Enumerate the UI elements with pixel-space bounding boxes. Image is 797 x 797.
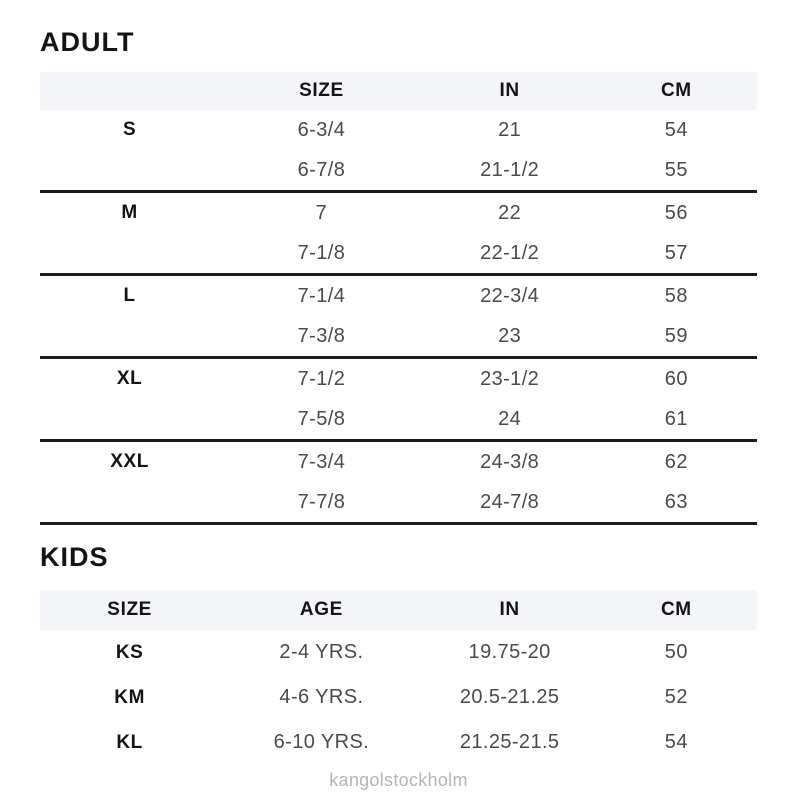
adult-size-table xyxy=(40,72,757,525)
cell-size: 7-1/4 xyxy=(297,284,346,307)
size-chart-page xyxy=(0,26,797,765)
kids-section-title: KIDS xyxy=(40,542,109,572)
cell-in: 23 xyxy=(498,324,522,347)
cell-age: 6-10 YRS. xyxy=(273,731,370,753)
watermark-text: kangolstockholm xyxy=(329,770,468,790)
cell-in: 21.25-21.5 xyxy=(459,731,560,753)
table-row xyxy=(40,482,757,522)
column-header-cm: CM xyxy=(660,80,692,101)
cell-cm: 54 xyxy=(664,118,688,141)
cell-in: 24-7/8 xyxy=(480,490,540,513)
cell-size: 6-7/8 xyxy=(297,158,346,181)
size-label-cell: KL xyxy=(116,731,143,753)
cell-cm: 60 xyxy=(664,367,688,390)
table-row xyxy=(40,233,757,273)
cell-size: 7-7/8 xyxy=(297,490,346,513)
cell-size: 6-3/4 xyxy=(297,118,346,141)
cell-cm: 59 xyxy=(664,324,688,347)
table-row xyxy=(40,442,757,482)
size-label-cell: XXL xyxy=(110,451,149,472)
table-row xyxy=(40,359,757,399)
size-group-xl xyxy=(40,359,757,442)
cell-cm: 56 xyxy=(664,201,688,224)
cell-cm: 50 xyxy=(664,641,688,663)
cell-in: 21-1/2 xyxy=(480,158,540,181)
kids-size-table xyxy=(40,590,757,765)
column-header-cm: CM xyxy=(660,599,692,620)
table-row xyxy=(40,630,757,675)
column-header-in: IN xyxy=(499,599,520,620)
cell-in: 24 xyxy=(498,407,522,430)
cell-in: 24-3/8 xyxy=(480,450,540,473)
size-group-m xyxy=(40,193,757,276)
column-header-size: SIZE xyxy=(107,599,152,620)
column-header-size: SIZE xyxy=(299,80,344,101)
table-row xyxy=(40,276,757,316)
table-row xyxy=(40,110,757,150)
cell-in: 22-3/4 xyxy=(480,284,540,307)
cell-size: 7-1/8 xyxy=(297,241,346,264)
table-row xyxy=(40,720,757,765)
column-header-age: AGE xyxy=(299,599,343,620)
size-label-cell: M xyxy=(121,202,138,223)
cell-size: 7-3/4 xyxy=(297,450,346,473)
table-row xyxy=(40,193,757,233)
table-row xyxy=(40,150,757,190)
table-row xyxy=(40,675,757,720)
cell-in: 23-1/2 xyxy=(480,367,540,390)
cell-cm: 63 xyxy=(664,490,688,513)
cell-age: 2-4 YRS. xyxy=(279,641,364,663)
cell-cm: 57 xyxy=(664,241,688,264)
cell-cm: 61 xyxy=(664,407,688,430)
size-label-cell: XL xyxy=(116,368,143,389)
size-group-s xyxy=(40,110,757,193)
size-group-xxl xyxy=(40,442,757,525)
cell-age: 4-6 YRS. xyxy=(279,686,364,708)
adult-table-header-row xyxy=(40,72,757,110)
size-label-cell: KM xyxy=(114,686,145,708)
cell-in: 22 xyxy=(498,201,522,224)
cell-cm: 54 xyxy=(664,731,688,753)
table-row xyxy=(40,399,757,439)
size-group-l xyxy=(40,276,757,359)
kids-table-header-row xyxy=(40,590,757,630)
cell-size: 7-1/2 xyxy=(297,367,346,390)
size-label-cell: S xyxy=(122,119,137,140)
cell-size: 7-5/8 xyxy=(297,407,346,430)
cell-size: 7-3/8 xyxy=(297,324,346,347)
cell-cm: 58 xyxy=(664,284,688,307)
size-label-cell: L xyxy=(123,285,136,306)
adult-section-title: ADULT xyxy=(40,27,135,57)
column-header-in: IN xyxy=(499,80,520,101)
cell-cm: 62 xyxy=(664,450,688,473)
cell-size: 7 xyxy=(315,201,328,224)
cell-cm: 52 xyxy=(664,686,688,708)
table-row xyxy=(40,316,757,356)
cell-in: 22-1/2 xyxy=(480,241,540,264)
cell-in: 20.5-21.25 xyxy=(459,686,560,708)
size-label-cell: KS xyxy=(115,641,144,663)
cell-in: 19.75-20 xyxy=(468,641,551,663)
cell-in: 21 xyxy=(498,118,522,141)
cell-cm: 55 xyxy=(664,158,688,181)
